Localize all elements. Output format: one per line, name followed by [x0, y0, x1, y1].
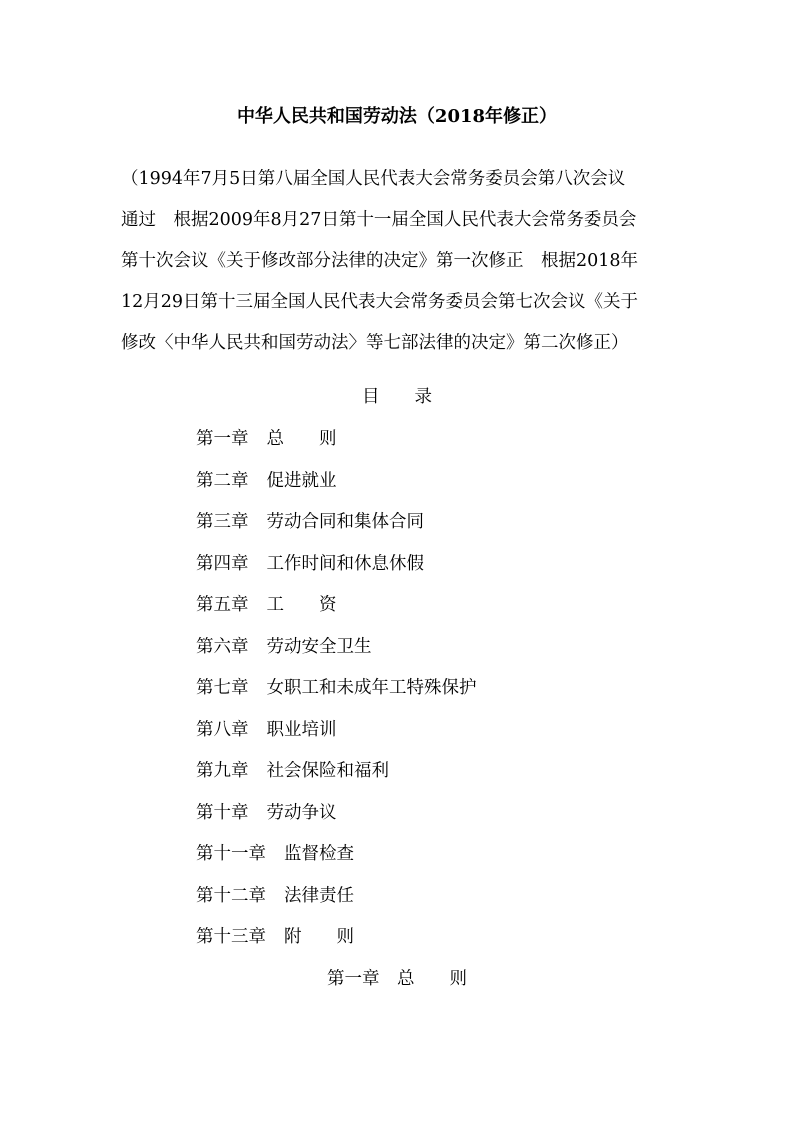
toc-item — [196, 634, 477, 676]
toc-chapter-name: 女职工和未成年工特殊保护 — [266, 678, 477, 698]
toc-chapter-number: 第二章 — [196, 470, 249, 491]
toc-item — [196, 509, 477, 551]
toc-chapter-number: 第九章 — [196, 761, 249, 781]
toc-item — [196, 468, 477, 510]
toc-chapter-name: 社会保险和福利 — [266, 761, 389, 781]
toc-chapter-number: 第十一章 — [196, 844, 266, 864]
chapter-heading: 第一章 总 则 — [327, 969, 467, 989]
toc-chapter-number: 第三章 — [196, 512, 249, 532]
toc-heading: 目 录 — [362, 387, 432, 407]
toc-chapter-name: 工作时间和休息休假 — [266, 553, 424, 574]
preamble-line: 12月29日第十三届全国人民代表大会常务委员会第七次会议《关于 — [121, 292, 639, 312]
toc-item — [196, 758, 477, 800]
table-of-contents — [196, 426, 477, 966]
toc-chapter-name: 劳动安全卫生 — [266, 636, 372, 657]
toc-chapter-number: 第八章 — [196, 719, 249, 740]
toc-chapter-name: 法律责任 — [284, 885, 354, 906]
toc-chapter-number: 第十章 — [196, 802, 249, 823]
toc-chapter-name: 工 资 — [266, 595, 337, 615]
toc-chapter-name: 促进就业 — [266, 470, 337, 491]
preamble-line: 修改〈中华人民共和国劳动法〉等七部法律的决定》第二次修正） — [121, 333, 629, 353]
toc-chapter-name: 监督检查 — [284, 844, 354, 864]
document-title: 中华人民共和国劳动法（2018年修正） — [236, 106, 558, 127]
toc-chapter-name: 总 则 — [266, 429, 337, 449]
preamble-line: （1994年7月5日第八届全国人民代表大会常务委员会第八次会议 — [121, 169, 626, 189]
toc-chapter-number: 第六章 — [196, 636, 249, 657]
toc-item — [196, 551, 477, 593]
toc-chapter-name: 劳动合同和集体合同 — [266, 512, 424, 532]
toc-item — [196, 426, 477, 468]
toc-item — [196, 592, 477, 634]
toc-chapter-number: 第七章 — [196, 678, 249, 698]
toc-item — [196, 800, 477, 842]
toc-item — [196, 717, 477, 759]
toc-chapter-number: 第十三章 — [196, 927, 266, 947]
toc-chapter-number: 第一章 — [196, 429, 249, 449]
toc-chapter-name: 劳动争议 — [266, 802, 337, 823]
toc-item — [196, 883, 477, 925]
preamble-line: 第十次会议《关于修改部分法律的决定》第一次修正 根据2018年 — [121, 251, 639, 271]
toc-chapter-name: 附 则 — [284, 927, 354, 947]
toc-chapter-number: 第五章 — [196, 595, 249, 615]
preamble-line: 通过 根据2009年8月27日第十一届全国人民代表大会常务委员会 — [121, 210, 637, 230]
toc-item — [196, 841, 477, 883]
toc-chapter-name: 职业培训 — [266, 719, 337, 740]
toc-chapter-number: 第十二章 — [196, 885, 266, 906]
toc-item — [196, 675, 477, 717]
preamble — [121, 159, 681, 364]
toc-item — [196, 924, 477, 966]
toc-chapter-number: 第四章 — [196, 553, 249, 574]
